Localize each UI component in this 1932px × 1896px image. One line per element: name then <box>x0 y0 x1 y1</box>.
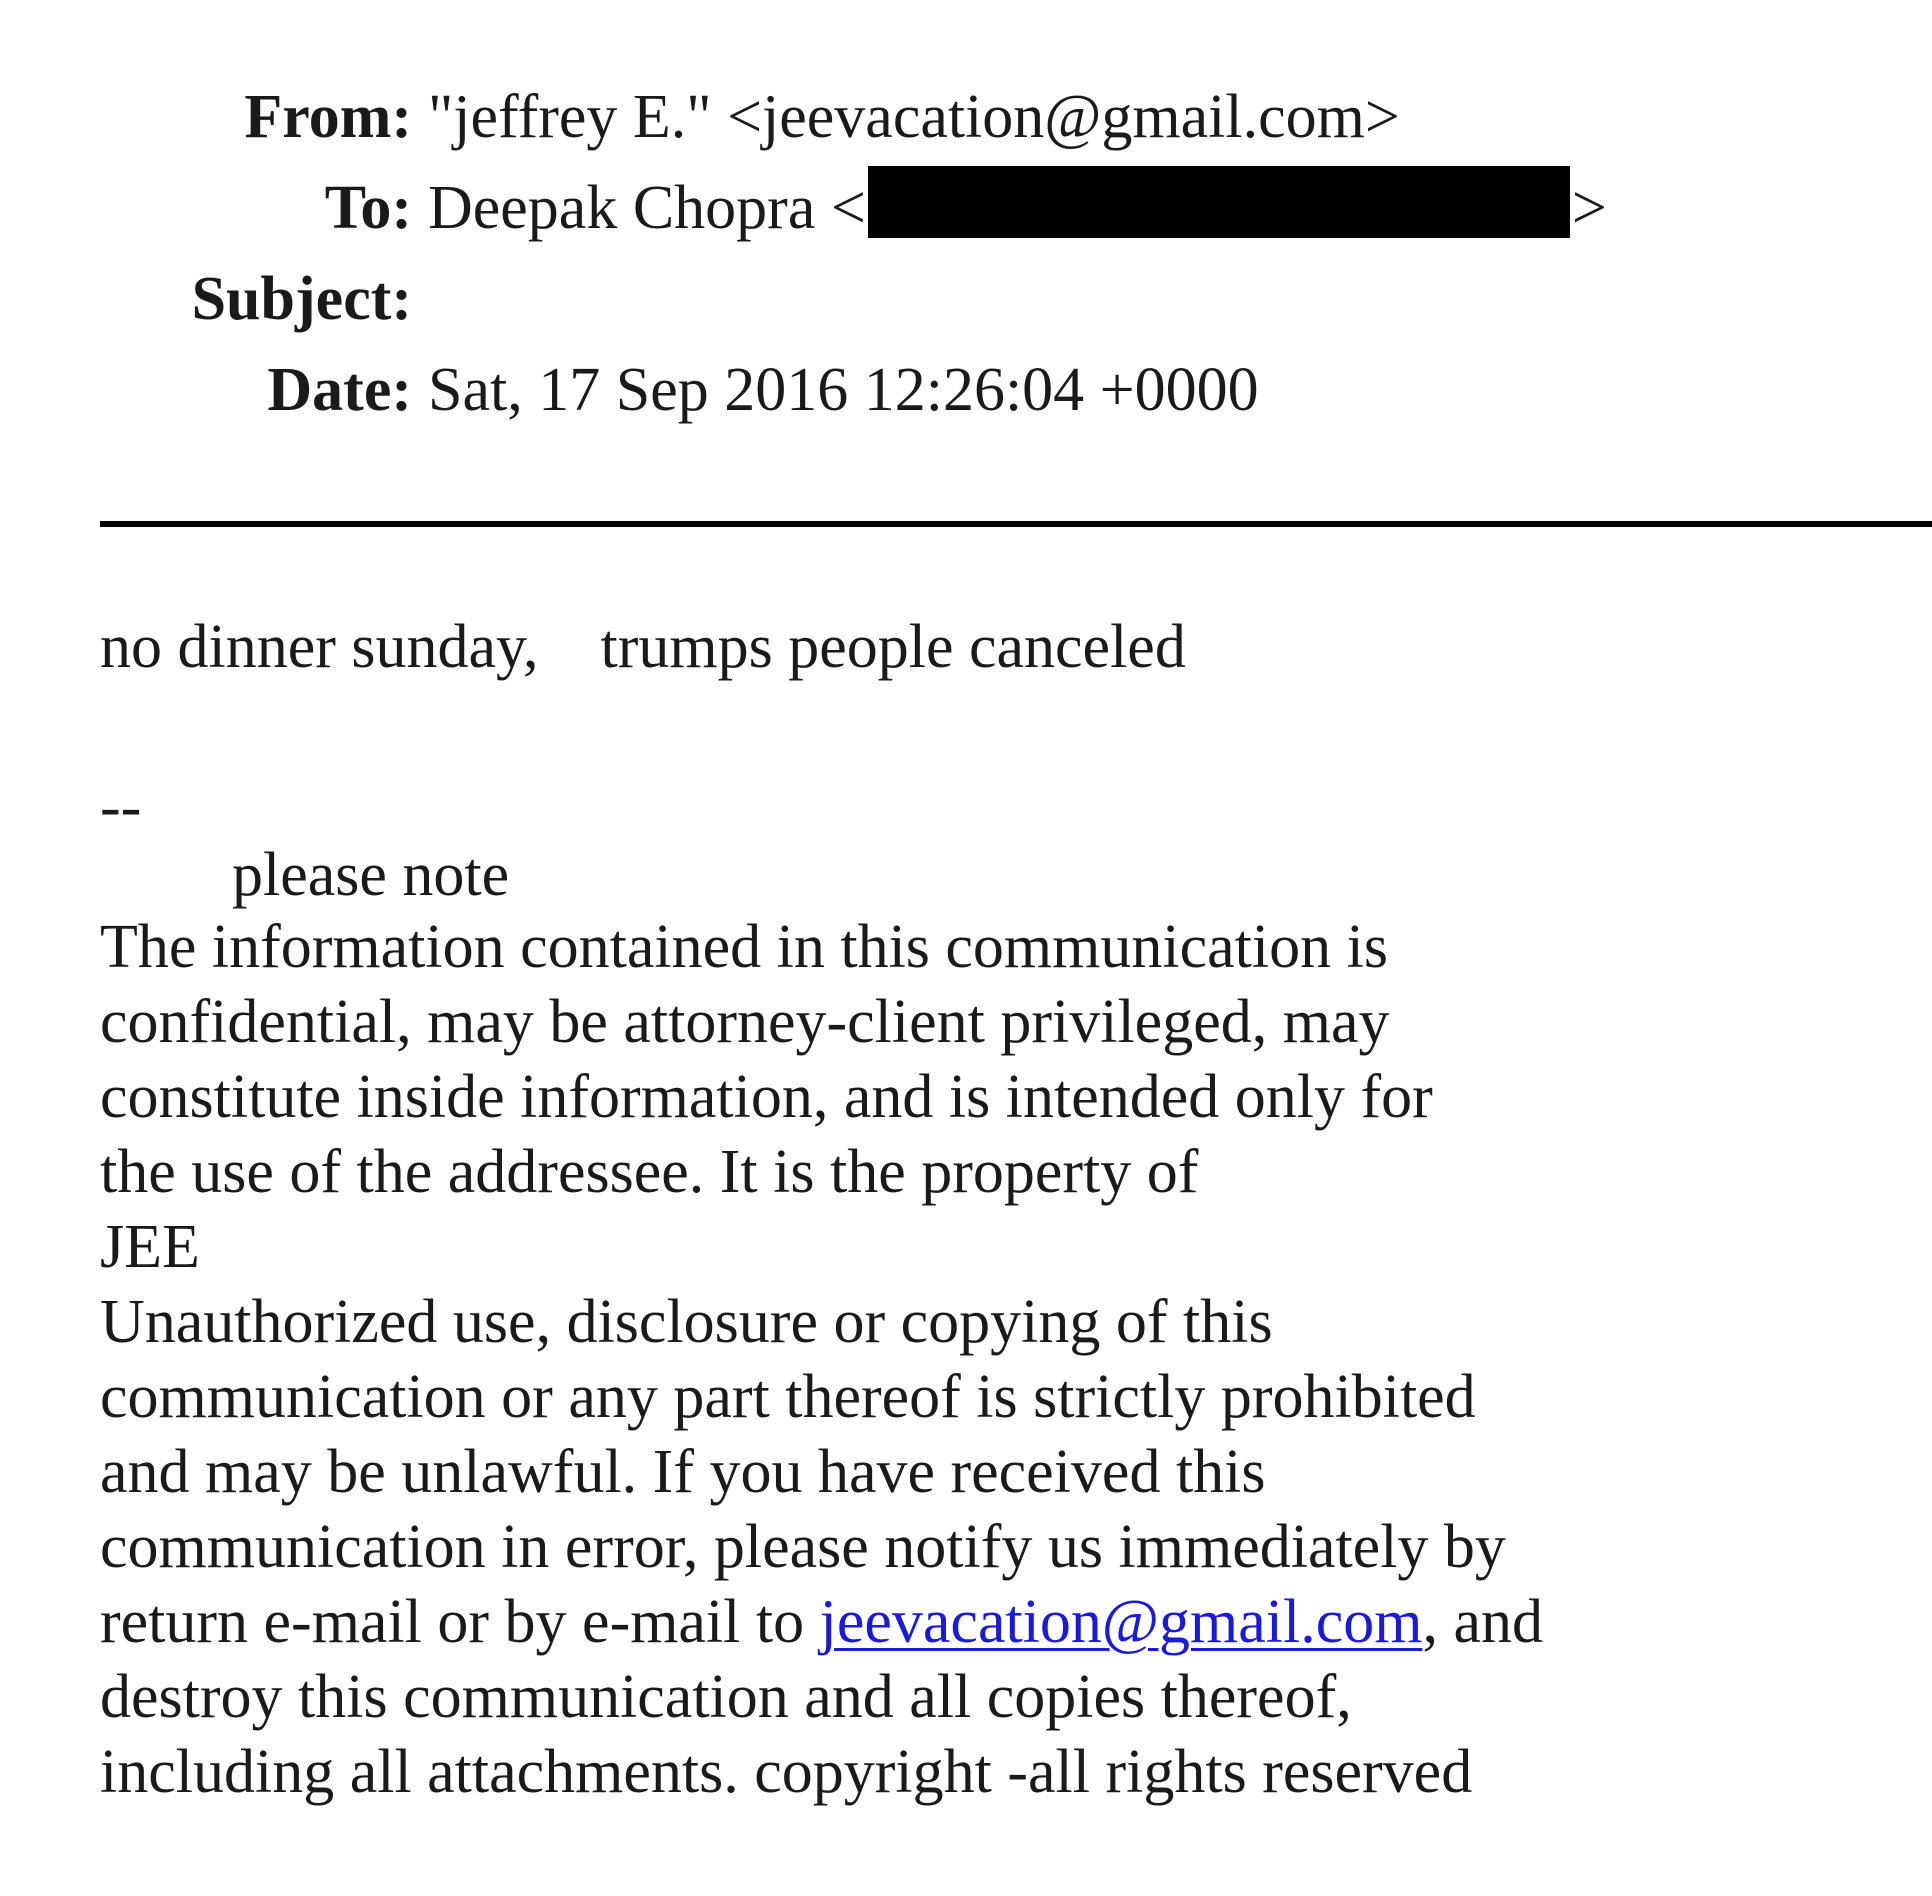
to-value <box>428 163 1607 254</box>
signature-separator: -- <box>100 773 142 841</box>
disclaimer-line: the use of the addressee. It is the property of <box>100 1138 1199 1206</box>
disclaimer-line <box>100 1585 1800 1660</box>
from-row <box>0 72 1932 163</box>
disclaimer-line: communication or any part thereof is strictly prohibited <box>100 1363 1476 1431</box>
message-body: no dinner sunday, trumps people canceled <box>100 613 1186 681</box>
date-row <box>0 345 1932 436</box>
disclaimer-line: communication in error, please notify us immediately by <box>100 1513 1506 1581</box>
confidentiality-disclaimer <box>100 910 1800 1810</box>
email-link[interactable]: jeevacation@gmail.com <box>819 1588 1423 1656</box>
disclaimer-line: Unauthorized use, disclosure or copying of this <box>100 1288 1273 1356</box>
disclaimer-line: confidential, may be attorney-client privileged, may <box>100 988 1390 1056</box>
please-note: please note <box>232 841 510 909</box>
subject-label: Subject: <box>191 265 412 333</box>
from-label: From: <box>244 83 412 151</box>
date-label: Date: <box>267 356 412 424</box>
subject-row <box>0 254 1932 345</box>
disclaimer-text: return e-mail or by e-mail to <box>100 1588 820 1656</box>
disclaimer-line: and may be unlawful. If you have received this <box>100 1438 1266 1506</box>
disclaimer-line: JEE <box>100 1213 200 1281</box>
redaction-bar <box>868 166 1570 238</box>
disclaimer-line: including all attachments. copyright -all rights reserved <box>100 1738 1473 1806</box>
to-name: Deepak Chopra < <box>428 174 866 242</box>
disclaimer-text: , and <box>1422 1588 1543 1656</box>
disclaimer-line: The information contained in this communication is <box>100 913 1388 981</box>
disclaimer-line: destroy this communication and all copies thereof, <box>100 1663 1352 1731</box>
to-close-bracket: > <box>1571 174 1607 242</box>
from-value: "jeffrey E." <jeevacation@gmail.com> <box>428 83 1400 151</box>
disclaimer-line: constitute inside information, and is intended only for <box>100 1063 1433 1131</box>
to-row <box>0 163 1932 254</box>
header-divider <box>100 521 1932 527</box>
email-header <box>0 72 1932 436</box>
to-label: To: <box>324 174 412 242</box>
date-value: Sat, 17 Sep 2016 12:26:04 +0000 <box>428 356 1259 424</box>
